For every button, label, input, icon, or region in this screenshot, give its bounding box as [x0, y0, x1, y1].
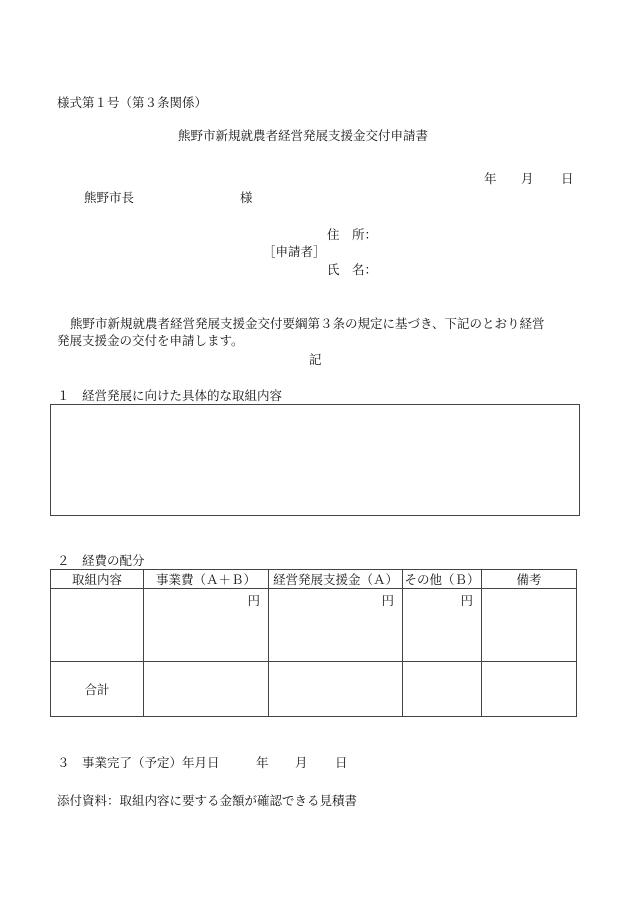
col-header: その他（Ｂ） — [403, 570, 482, 589]
cost-cell[interactable] — [144, 589, 269, 662]
section1-heading: １ 経営発展に向けた具体的な取組内容 — [57, 388, 283, 403]
section2-heading: ２ 経費の配分 — [57, 553, 145, 568]
completion-year: 年 — [256, 755, 269, 770]
addressee-honorific: 様 — [240, 190, 253, 205]
cost-table-row — [51, 589, 577, 662]
document-title: 熊野市新規就農者経営発展支援金交付申請書 — [178, 128, 429, 143]
yen-unit: 円 — [247, 593, 260, 608]
total-label: 合計 — [51, 662, 144, 717]
form-number: 様式第１号（第３条関係） — [57, 95, 208, 110]
name-label: 氏 名： — [327, 262, 378, 277]
col-header: 経営発展支援金（Ａ） — [269, 570, 403, 589]
body-text-line1: 熊野市新規就農者経営発展支援金交付要綱第３条の規定に基づき、下記のとおり経営 — [70, 316, 545, 331]
total-cell[interactable] — [403, 662, 482, 717]
completion-month: 月 — [295, 755, 308, 770]
date-year: 年 — [484, 171, 497, 186]
attachment-note: 添付資料：取組内容に要する金額が確認できる見積書 — [57, 793, 358, 808]
ki-marker: 記 — [309, 352, 322, 367]
col-header: 備考 — [482, 570, 577, 589]
date-day: 日 — [561, 171, 574, 186]
address-label: 住 所： — [327, 227, 378, 242]
yen-unit: 円 — [460, 593, 473, 608]
cost-cell[interactable] — [51, 589, 144, 662]
yen-unit: 円 — [381, 593, 394, 608]
completion-day: 日 — [335, 755, 348, 770]
applicant-label: ［申請者］ — [263, 244, 326, 259]
cost-table — [50, 569, 577, 717]
addressee-name: 熊野市長 — [84, 190, 135, 205]
cost-cell[interactable] — [482, 589, 577, 662]
body-text-line2: 発展支援金の交付を申請します。 — [57, 333, 244, 348]
cost-table-header — [51, 570, 577, 589]
cost-cell[interactable] — [269, 589, 403, 662]
section1-input-box[interactable] — [50, 404, 580, 516]
cost-cell[interactable] — [403, 589, 482, 662]
cost-table-total-row — [51, 662, 577, 717]
total-cell[interactable] — [269, 662, 403, 717]
total-cell[interactable] — [144, 662, 269, 717]
section3-label: ３ 事業完了（予定）年月日 — [57, 755, 220, 770]
date-month: 月 — [521, 171, 534, 186]
total-cell[interactable] — [482, 662, 577, 717]
col-header: 事業費（Ａ＋Ｂ） — [144, 570, 269, 589]
col-header: 取組内容 — [51, 570, 144, 589]
